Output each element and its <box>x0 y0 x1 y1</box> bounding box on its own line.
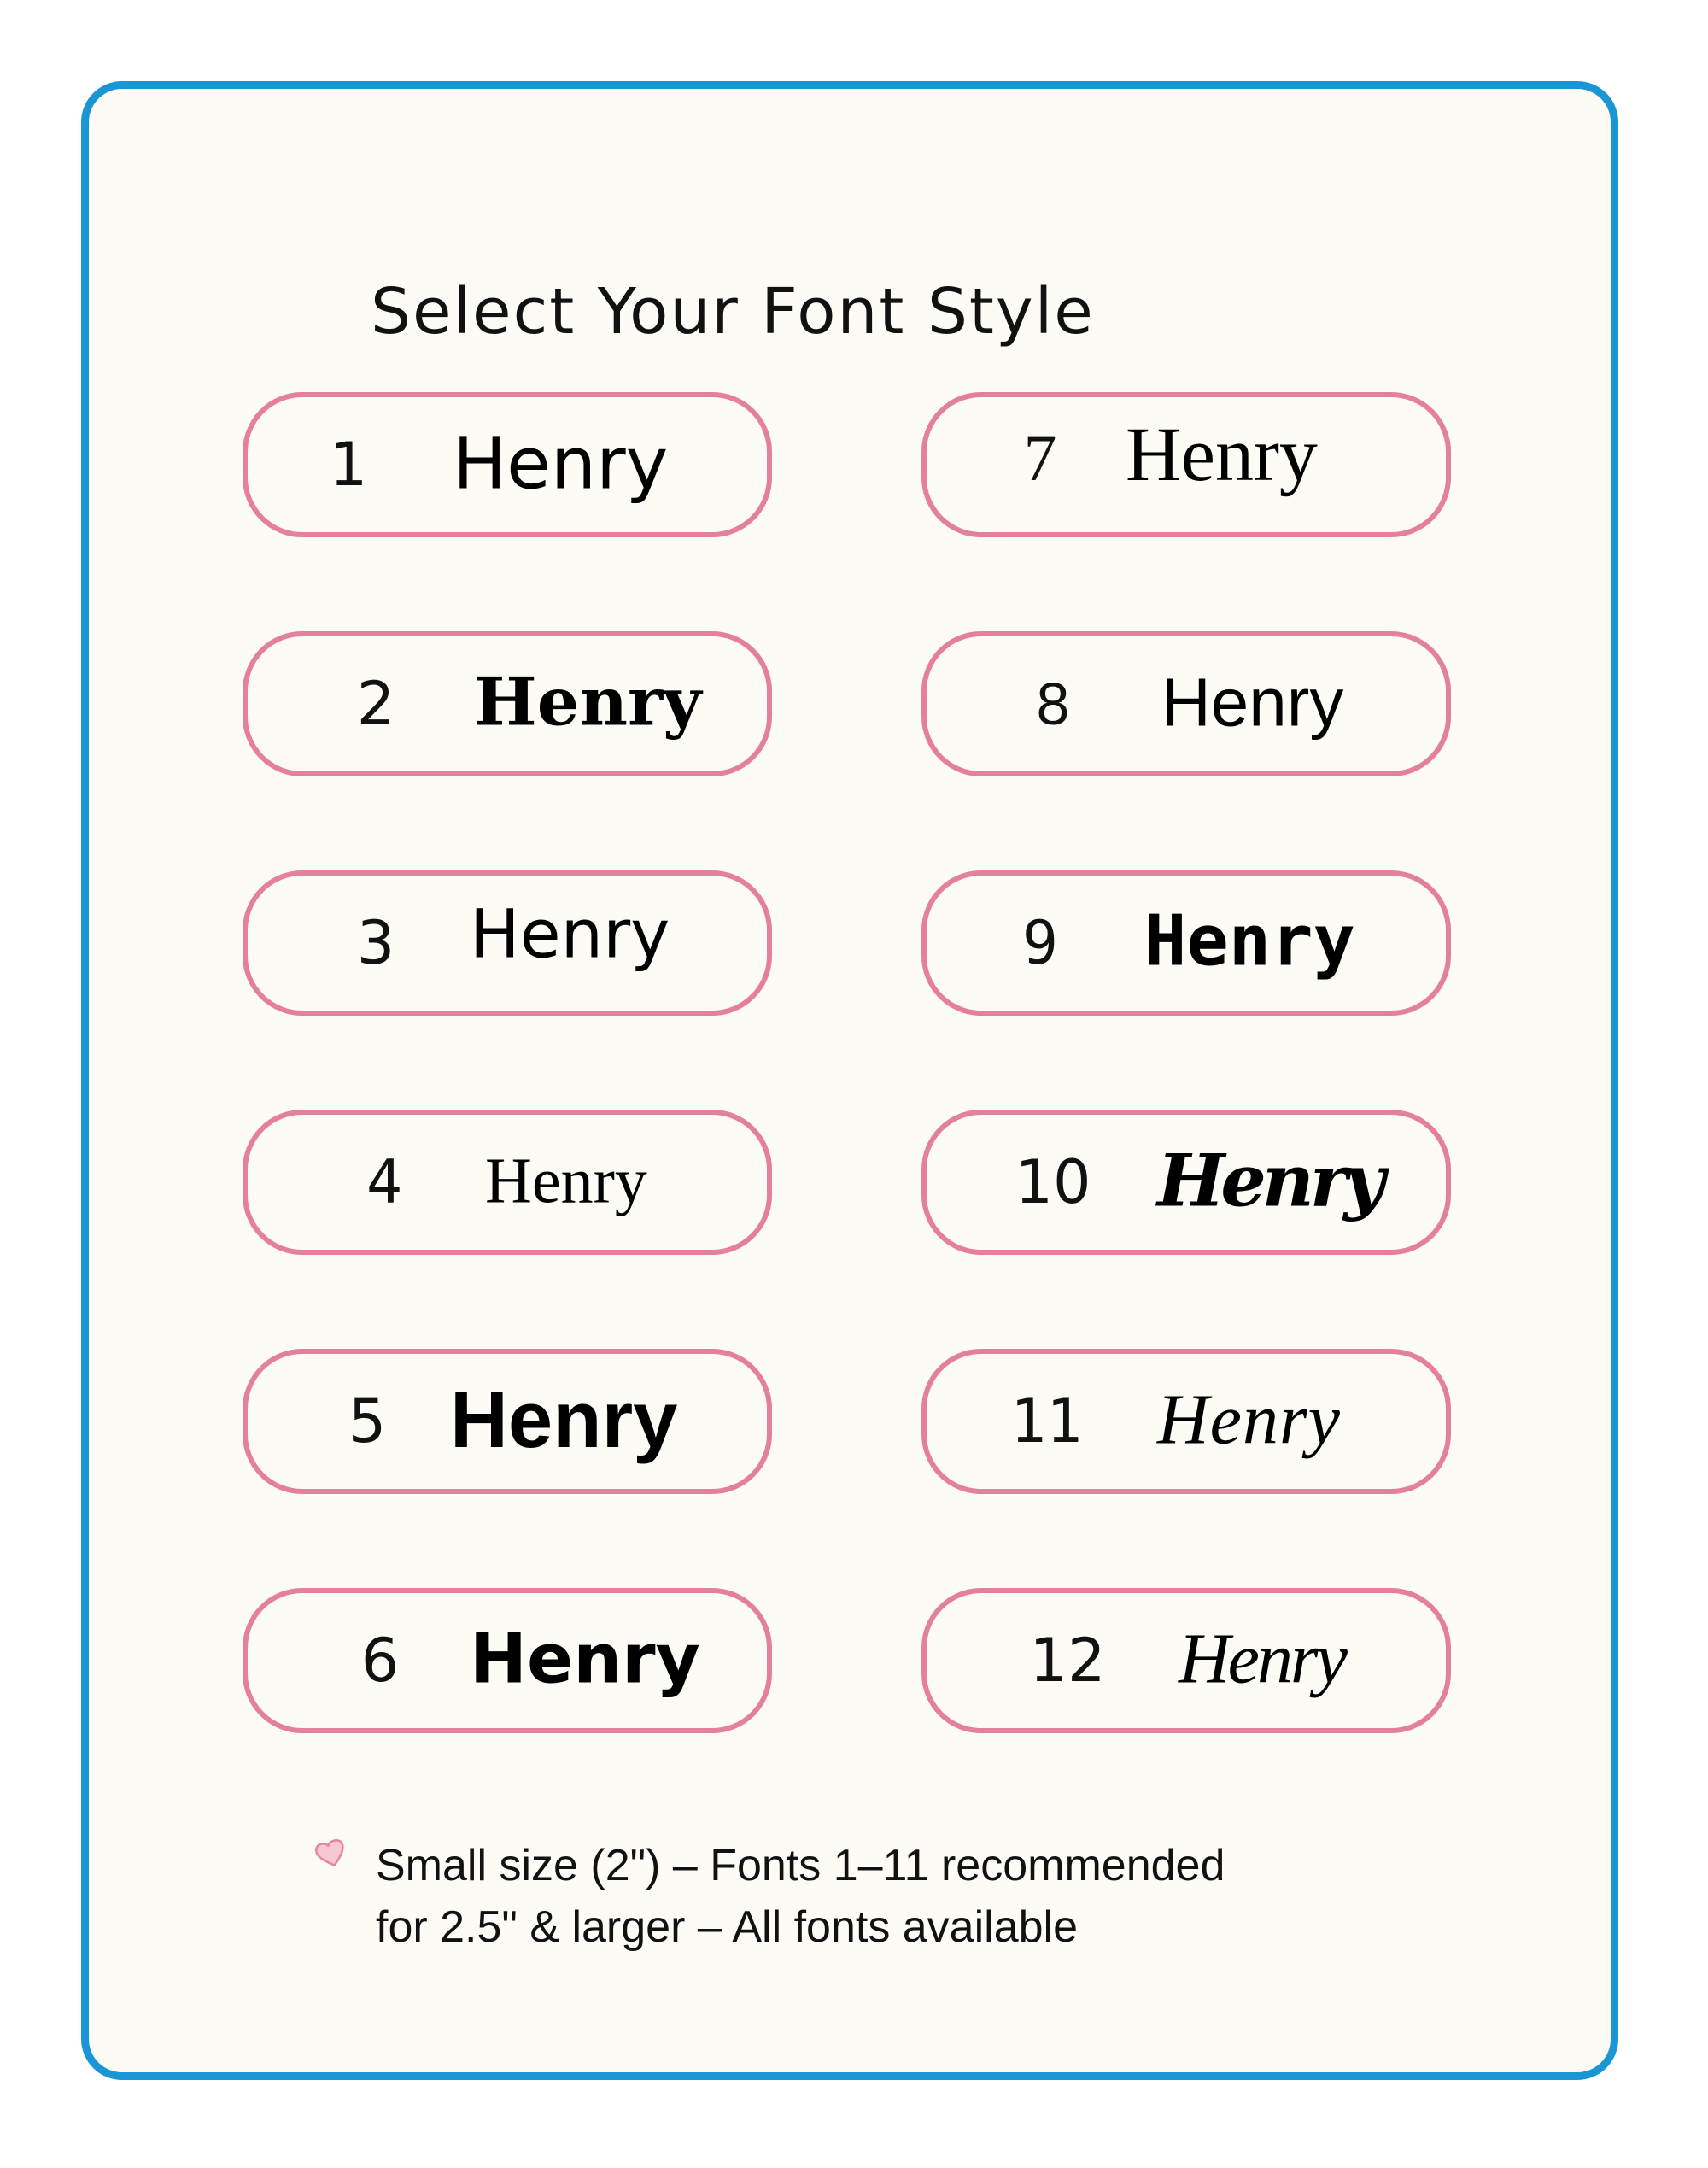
font-option-sample: Henry <box>470 1619 700 1699</box>
font-option-number: 12 <box>1029 1626 1106 1696</box>
font-option-9[interactable] <box>921 870 1451 1016</box>
font-option-number: 11 <box>1009 1386 1083 1456</box>
font-option-sample: Henry <box>450 1374 678 1465</box>
font-option-number: 4 <box>366 1147 403 1217</box>
font-option-sample: Henry <box>1157 1380 1341 1460</box>
font-option-number: 6 <box>360 1626 400 1696</box>
font-option-sample: Henry <box>453 421 669 506</box>
font-option-8[interactable] <box>921 631 1451 776</box>
font-option-number: 1 <box>329 430 368 500</box>
font-option-number: 5 <box>348 1386 387 1456</box>
font-option-11[interactable] <box>921 1349 1451 1494</box>
font-option-sample: Henry <box>1161 664 1344 741</box>
font-option-4[interactable] <box>243 1110 772 1255</box>
note-line-1: Small size (2") – Fonts 1–11 recommended <box>376 1841 1225 1890</box>
font-option-number: 8 <box>1036 671 1070 737</box>
font-option-number: 2 <box>356 669 395 739</box>
font-option-sample: Henry <box>1144 900 1355 982</box>
note-line-2: for 2.5" & larger – All fonts available <box>376 1902 1079 1952</box>
font-option-number: 3 <box>356 908 395 978</box>
font-option-number: 10 <box>1015 1147 1091 1217</box>
font-option-12[interactable] <box>921 1588 1451 1733</box>
font-option-sample: Henry <box>1157 1138 1381 1223</box>
font-selection-card <box>81 81 1618 2080</box>
size-recommendation-note <box>376 1835 1225 1958</box>
font-option-1[interactable] <box>243 392 772 537</box>
heart-icon <box>314 1837 348 1871</box>
font-option-2[interactable] <box>243 631 772 776</box>
font-option-sample: Henry <box>1179 1619 1345 1699</box>
font-option-3[interactable] <box>243 870 772 1016</box>
font-option-number: 9 <box>1021 908 1059 978</box>
font-option-6[interactable] <box>243 1588 772 1733</box>
font-option-number: 7 <box>1023 420 1057 495</box>
font-option-sample: Henry <box>1126 413 1318 498</box>
font-option-7[interactable] <box>921 392 1451 537</box>
page-title: Select Your Font Style <box>371 275 1095 349</box>
font-option-sample: Henry <box>474 663 702 741</box>
font-option-10[interactable] <box>921 1110 1451 1255</box>
font-option-sample: Henry <box>485 1145 647 1217</box>
font-option-sample: Henry <box>470 896 670 974</box>
font-option-5[interactable] <box>243 1349 772 1494</box>
